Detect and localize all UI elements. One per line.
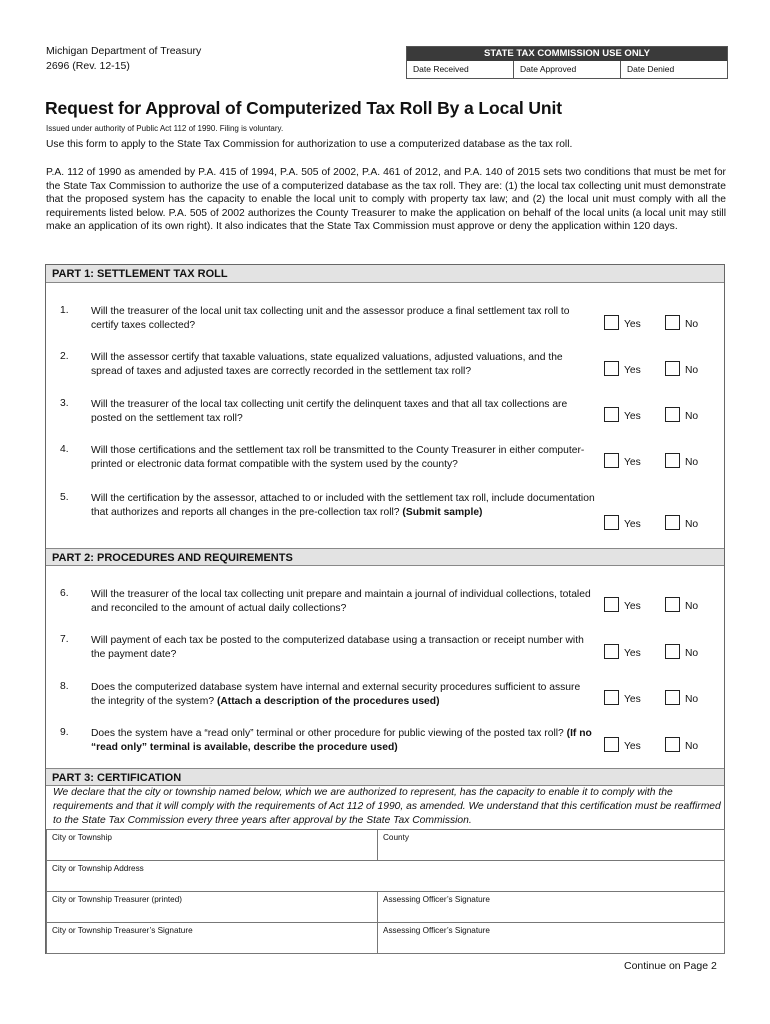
treasurer-printed-field[interactable] [46, 891, 378, 923]
assessor-signature-field-2[interactable] [377, 922, 725, 954]
q1-yes-option[interactable] [604, 315, 641, 330]
q5-yes-option[interactable] [604, 515, 641, 530]
no-label: No [685, 365, 699, 376]
q5-no-checkbox[interactable] [665, 515, 680, 530]
assessor-signature-label-1: Assessing Officer’s Signature [383, 895, 490, 904]
county-field[interactable] [377, 829, 725, 861]
question-number: 5. [60, 492, 69, 503]
q5-no-option[interactable] [665, 515, 698, 530]
question-number: 1. [60, 305, 69, 316]
question-text [91, 444, 596, 471]
question-body: Will those certifications and the settlement tax roll be transmitted to the County Treasurer in either computer-printed or electronic data format compatible with the system used by the county? [91, 445, 585, 470]
date-denied-field: Date Denied [620, 61, 727, 78]
form-number: 2696 (Rev. 12-15) [46, 60, 130, 72]
question-body: Will the treasurer of the local tax collecting unit certify the delinquent taxes and that all tax collections are posted on the settlement tax roll? [91, 399, 568, 424]
yes-label: Yes [624, 648, 641, 659]
authority-note: Issued under authority of Public Act 112 of 1990. Filing is voluntary. [46, 124, 284, 133]
date-approved-field: Date Approved [513, 61, 620, 78]
q2-no-option[interactable] [665, 361, 698, 376]
treasurer-signature-field[interactable] [46, 922, 378, 954]
question-body: Does the system have a “read only” terminal or other procedure for public viewing of the posted tax roll? [91, 728, 564, 739]
q9-no-option[interactable] [665, 737, 698, 752]
question-text [91, 681, 596, 708]
assessor-signature-field-1[interactable] [377, 891, 725, 923]
address-field[interactable] [46, 860, 725, 892]
q8-no-checkbox[interactable] [665, 690, 680, 705]
question-body: Will the treasurer of the local unit tax collecting unit and the assessor produce a final settlement tax roll to certify taxes collected? [91, 306, 570, 331]
q4-no-option[interactable] [665, 453, 698, 468]
q7-no-option[interactable] [665, 644, 698, 659]
city-township-field[interactable] [46, 829, 378, 861]
stc-use-box [406, 46, 728, 79]
question-number: 2. [60, 351, 69, 362]
question-number: 9. [60, 727, 69, 738]
question-instruction: (Submit sample) [402, 506, 483, 518]
q6-no-option[interactable] [665, 597, 698, 612]
question-number: 8. [60, 681, 69, 692]
question-5 [46, 492, 726, 530]
certification-statement: We declare that the city or township named below, which we are authorized to represent, has the capacity to enable it to comply with the requirements and that it will comply with the requirements of Act 112 of 1990, as amended. We understand that this certification must be reaffirmed to the State Tax Commission every three years after approval by the State Tax Commission. [53, 787, 721, 826]
q4-yes-option[interactable] [604, 453, 641, 468]
q4-yes-checkbox[interactable] [604, 453, 619, 468]
q3-yes-checkbox[interactable] [604, 407, 619, 422]
yes-label: Yes [624, 519, 641, 530]
form-header [46, 44, 201, 74]
q9-yes-option[interactable] [604, 737, 641, 752]
question-text [91, 398, 596, 425]
q7-no-checkbox[interactable] [665, 644, 680, 659]
treasurer-printed-label: City or Township Treasurer (printed) [52, 895, 182, 904]
agency-name: Michigan Department of Treasury [46, 45, 202, 57]
no-label: No [685, 741, 699, 752]
question-text [91, 588, 596, 615]
q1-no-checkbox[interactable] [665, 315, 680, 330]
yes-label: Yes [624, 601, 641, 612]
part2-header: PART 2: PROCEDURES AND REQUIREMENTS [46, 548, 724, 566]
q2-no-checkbox[interactable] [665, 361, 680, 376]
q3-no-option[interactable] [665, 407, 698, 422]
question-number: 4. [60, 444, 69, 455]
question-instruction: (If no “read only” terminal is available, describe the procedure used) [91, 728, 592, 753]
question-body: Will the certification by the assessor, attached to or included with the settlement tax roll, include documentation that authorizes and reports all changes in the pre-collection tax roll? [91, 493, 595, 518]
question-3 [46, 398, 726, 428]
q6-yes-checkbox[interactable] [604, 597, 619, 612]
no-label: No [685, 694, 699, 705]
question-4 [46, 444, 726, 474]
question-2 [46, 351, 726, 381]
question-text [91, 634, 596, 661]
question-number: 7. [60, 634, 69, 645]
date-received-field: Date Received [413, 64, 469, 74]
question-1 [46, 305, 726, 335]
q5-yes-checkbox[interactable] [604, 515, 619, 530]
q3-yes-option[interactable] [604, 407, 641, 422]
question-instruction: (Attach a description of the procedures used) [216, 695, 440, 707]
question-body: Will the assessor certify that taxable valuations, state equalized valuations, adjusted valuations, and the spread of taxes and adjusted taxes are correctly recorded in the settlement tax roll? [91, 352, 563, 377]
page-title: Request for Approval of Computerized Tax Roll By a Local Unit [45, 98, 563, 118]
q7-yes-checkbox[interactable] [604, 644, 619, 659]
assessor-signature-label-2: Assessing Officer’s Signature [383, 926, 490, 935]
q9-yes-checkbox[interactable] [604, 737, 619, 752]
q2-yes-option[interactable] [604, 361, 641, 376]
question-6 [46, 588, 726, 618]
no-label: No [685, 319, 699, 330]
question-text [91, 492, 596, 519]
address-label: City or Township Address [52, 864, 144, 873]
question-number: 6. [60, 588, 69, 599]
question-9 [46, 727, 726, 757]
yes-label: Yes [624, 365, 641, 376]
question-number: 3. [60, 398, 69, 409]
no-label: No [685, 601, 699, 612]
intro-text: Use this form to apply to the State Tax Commission for authorization to use a computerized database as the tax roll. [46, 139, 573, 150]
question-body: Will the treasurer of the local tax collecting unit prepare and maintain a journal of individual collections, totaled and reconciled to the amount of actual daily collections? [91, 589, 591, 614]
q6-yes-option[interactable] [604, 597, 641, 612]
yes-label: Yes [624, 319, 641, 330]
question-body: Does the computerized database system have internal and external security procedures sufficient to assure the integrity of the system? [91, 682, 581, 707]
part1-header: PART 1: SETTLEMENT TAX ROLL [46, 265, 724, 283]
q9-no-checkbox[interactable] [665, 737, 680, 752]
yes-label: Yes [624, 411, 641, 422]
treasurer-signature-label: City or Township Treasurer’s Signature [52, 926, 193, 935]
question-text [91, 351, 596, 378]
question-8 [46, 681, 726, 711]
question-7 [46, 634, 726, 664]
q3-no-checkbox[interactable] [665, 407, 680, 422]
q7-yes-option[interactable] [604, 644, 641, 659]
yes-label: Yes [624, 694, 641, 705]
q6-no-checkbox[interactable] [665, 597, 680, 612]
county-label: County [383, 833, 409, 842]
statute-paragraph: P.A. 112 of 1990 as amended by P.A. 415 of 1994, P.A. 505 of 2002, P.A. 461 of 2012, and P.A. 140 of 2015 sets two conditions that must be met for the State Tax Commission to authorize the use of a computerized database as the tax roll. They are: (1) the local tax collecting unit must demonstrate that the proposed system has the capacity to enable the local unit to comply with property tax law; and (2) the local unit must comply with all the requirements listed below. P.A. 505 of 2002 authorizes the County Treasurer to make the application on behalf of the local units (a local unit may still make an application of its own right). It also indicates that the State Tax Commission must approve or deny the application within 120 days. [46, 167, 726, 233]
question-body: Will payment of each tax be posted to the computerized database using a transaction or receipt number with the payment date? [91, 635, 584, 660]
yes-label: Yes [624, 457, 641, 468]
stc-use-title: STATE TAX COMMISSION USE ONLY [407, 47, 727, 61]
question-text [91, 305, 596, 332]
part3-header: PART 3: CERTIFICATION [46, 768, 724, 786]
no-label: No [685, 411, 699, 422]
continue-note: Continue on Page 2 [624, 960, 717, 972]
q8-yes-option[interactable] [604, 690, 641, 705]
q1-yes-checkbox[interactable] [604, 315, 619, 330]
no-label: No [685, 457, 699, 468]
no-label: No [685, 519, 699, 530]
yes-label: Yes [624, 741, 641, 752]
q1-no-option[interactable] [665, 315, 698, 330]
q8-no-option[interactable] [665, 690, 698, 705]
q2-yes-checkbox[interactable] [604, 361, 619, 376]
no-label: No [685, 648, 699, 659]
city-township-label: City or Township [52, 833, 112, 842]
question-text [91, 727, 596, 754]
q8-yes-checkbox[interactable] [604, 690, 619, 705]
q4-no-checkbox[interactable] [665, 453, 680, 468]
